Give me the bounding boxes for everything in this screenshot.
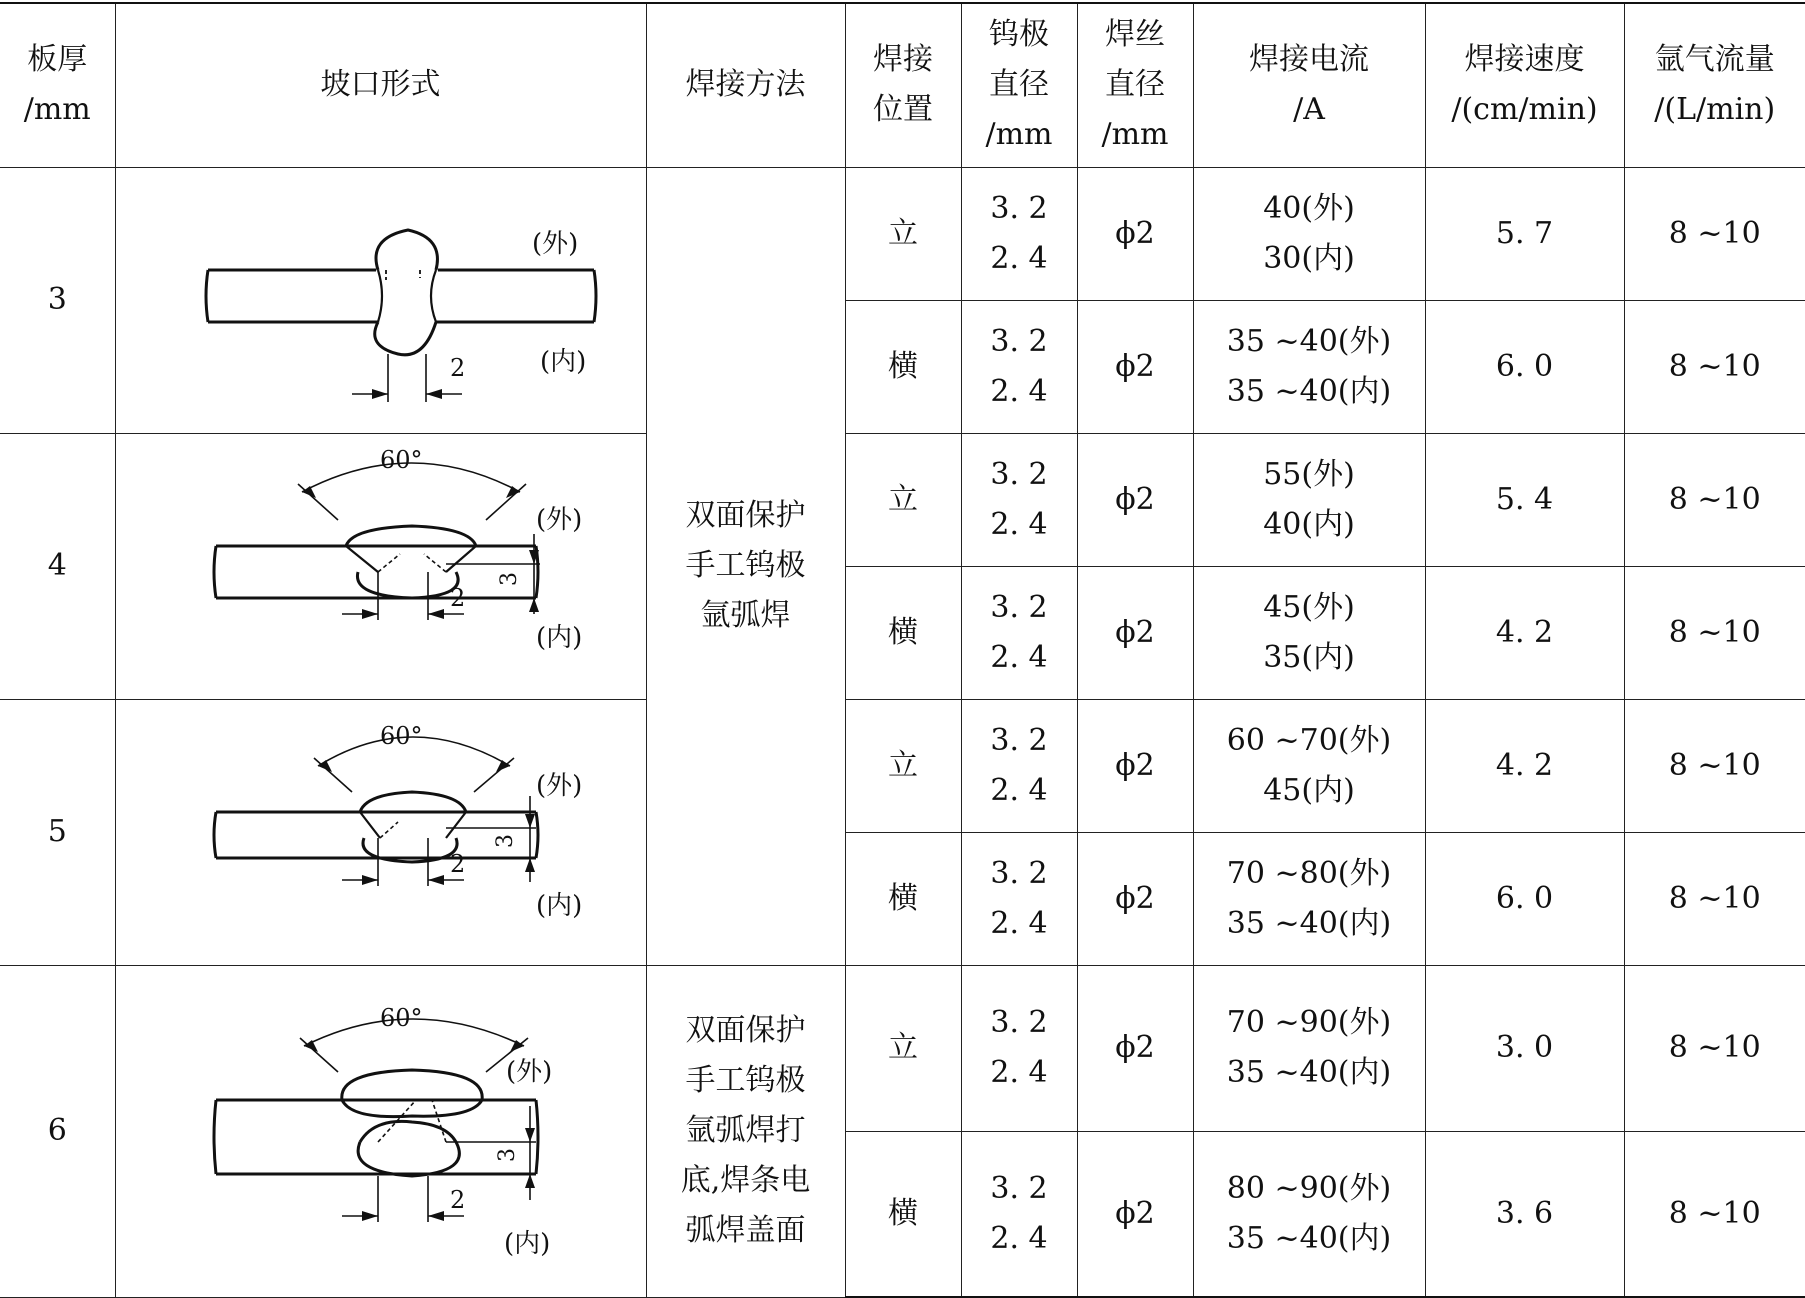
argon-cell: 8 ~10 — [1624, 300, 1805, 433]
label-outer: (外) — [531, 229, 578, 259]
groove-diagram-3mm — [115, 167, 646, 433]
position-cell: 立 — [845, 167, 961, 300]
header-wire: 焊丝 直径 /mm — [1077, 3, 1193, 167]
table-row — [0, 167, 1805, 300]
wire-cell: ϕ2 — [1077, 566, 1193, 699]
argon-cell: 8 ~10 — [1624, 1131, 1805, 1297]
speed-cell: 4. 2 — [1425, 566, 1624, 699]
current-cell: 55(外) 40(内) — [1193, 433, 1425, 566]
wire-cell: ϕ2 — [1077, 300, 1193, 433]
tungsten-cell: 3. 2 2. 4 — [961, 566, 1077, 699]
table-row — [0, 433, 1805, 566]
current-cell: 70 ~90(外) 35 ~40(内) — [1193, 965, 1425, 1131]
thickness-cell: 4 — [0, 433, 115, 699]
thickness-cell: 5 — [0, 699, 115, 965]
wire-cell: ϕ2 — [1077, 699, 1193, 832]
speed-cell: 6. 0 — [1425, 300, 1624, 433]
welding-parameters-table — [0, 2, 1805, 1298]
speed-cell: 3. 0 — [1425, 965, 1624, 1131]
groove-diagram-6mm-svg — [116, 966, 647, 1296]
argon-cell: 8 ~10 — [1624, 167, 1805, 300]
label-inner: (内) — [535, 623, 582, 653]
label-gap: 2 — [449, 584, 465, 612]
label-angle: 60° — [379, 446, 423, 474]
label-gap: 2 — [449, 850, 465, 878]
method-cell-2: 双面保护 手工钨极 氩弧焊打 底,焊条电 弧焊盖面 — [646, 965, 845, 1297]
tungsten-cell: 3. 2 2. 4 — [961, 300, 1077, 433]
header-argon: 氩气流量 /(L/min) — [1624, 3, 1805, 167]
speed-cell: 4. 2 — [1425, 699, 1624, 832]
header-thickness: 板厚 /mm — [0, 3, 115, 167]
table-row — [0, 699, 1805, 832]
label-gap: 2 — [449, 354, 465, 382]
speed-cell: 5. 4 — [1425, 433, 1624, 566]
speed-cell: 3. 6 — [1425, 1131, 1624, 1297]
current-cell: 35 ~40(外) 35 ~40(内) — [1193, 300, 1425, 433]
groove-diagram-3mm-svg — [116, 168, 647, 432]
label-depth: 3 — [492, 834, 518, 848]
argon-cell: 8 ~10 — [1624, 832, 1805, 965]
groove-diagram-4mm — [115, 433, 646, 699]
thickness-cell: 6 — [0, 965, 115, 1297]
groove-diagram-5mm-svg — [116, 700, 647, 964]
label-angle: 60° — [379, 722, 423, 750]
groove-diagram-4mm-svg — [116, 434, 647, 698]
position-cell: 立 — [845, 699, 961, 832]
position-cell: 立 — [845, 965, 961, 1131]
current-cell: 40(外) 30(内) — [1193, 167, 1425, 300]
position-cell: 立 — [845, 433, 961, 566]
header-current: 焊接电流 /A — [1193, 3, 1425, 167]
header-method: 焊接方法 — [646, 3, 845, 167]
method-cell-1: 双面保护 手工钨极 氩弧焊 — [646, 167, 845, 965]
current-cell: 80 ~90(外) 35 ~40(内) — [1193, 1131, 1425, 1297]
label-gap: 2 — [449, 1186, 465, 1214]
position-cell: 横 — [845, 1131, 961, 1297]
label-depth: 3 — [496, 572, 522, 586]
speed-cell: 6. 0 — [1425, 832, 1624, 965]
tungsten-cell: 3. 2 2. 4 — [961, 433, 1077, 566]
label-inner: (内) — [539, 347, 586, 377]
tungsten-cell: 3. 2 2. 4 — [961, 965, 1077, 1131]
label-angle: 60° — [379, 1004, 423, 1032]
position-cell: 横 — [845, 566, 961, 699]
table-row — [0, 965, 1805, 1131]
argon-cell: 8 ~10 — [1624, 566, 1805, 699]
position-cell: 横 — [845, 300, 961, 433]
wire-cell: ϕ2 — [1077, 965, 1193, 1131]
label-inner: (内) — [503, 1229, 550, 1259]
position-cell: 横 — [845, 832, 961, 965]
label-outer: (外) — [535, 505, 582, 535]
header-row — [0, 3, 1805, 167]
groove-diagram-6mm — [115, 965, 646, 1297]
wire-cell: ϕ2 — [1077, 167, 1193, 300]
label-outer: (外) — [505, 1057, 552, 1087]
current-cell: 60 ~70(外) 45(内) — [1193, 699, 1425, 832]
thickness-cell: 3 — [0, 167, 115, 433]
argon-cell: 8 ~10 — [1624, 699, 1805, 832]
speed-cell: 5. 7 — [1425, 167, 1624, 300]
current-cell: 70 ~80(外) 35 ~40(内) — [1193, 832, 1425, 965]
wire-cell: ϕ2 — [1077, 433, 1193, 566]
label-inner: (内) — [535, 891, 582, 921]
tungsten-cell: 3. 2 2. 4 — [961, 699, 1077, 832]
header-tungsten: 钨极 直径 /mm — [961, 3, 1077, 167]
header-speed: 焊接速度 /(cm/min) — [1425, 3, 1624, 167]
argon-cell: 8 ~10 — [1624, 433, 1805, 566]
label-depth: 3 — [494, 1148, 520, 1162]
current-cell: 45(外) 35(内) — [1193, 566, 1425, 699]
wire-cell: ϕ2 — [1077, 832, 1193, 965]
tungsten-cell: 3. 2 2. 4 — [961, 167, 1077, 300]
groove-diagram-5mm — [115, 699, 646, 965]
header-position: 焊接 位置 — [845, 3, 961, 167]
tungsten-cell: 3. 2 2. 4 — [961, 832, 1077, 965]
label-outer: (外) — [535, 771, 582, 801]
header-groove: 坡口形式 — [115, 3, 646, 167]
argon-cell: 8 ~10 — [1624, 965, 1805, 1131]
tungsten-cell: 3. 2 2. 4 — [961, 1131, 1077, 1297]
wire-cell: ϕ2 — [1077, 1131, 1193, 1297]
